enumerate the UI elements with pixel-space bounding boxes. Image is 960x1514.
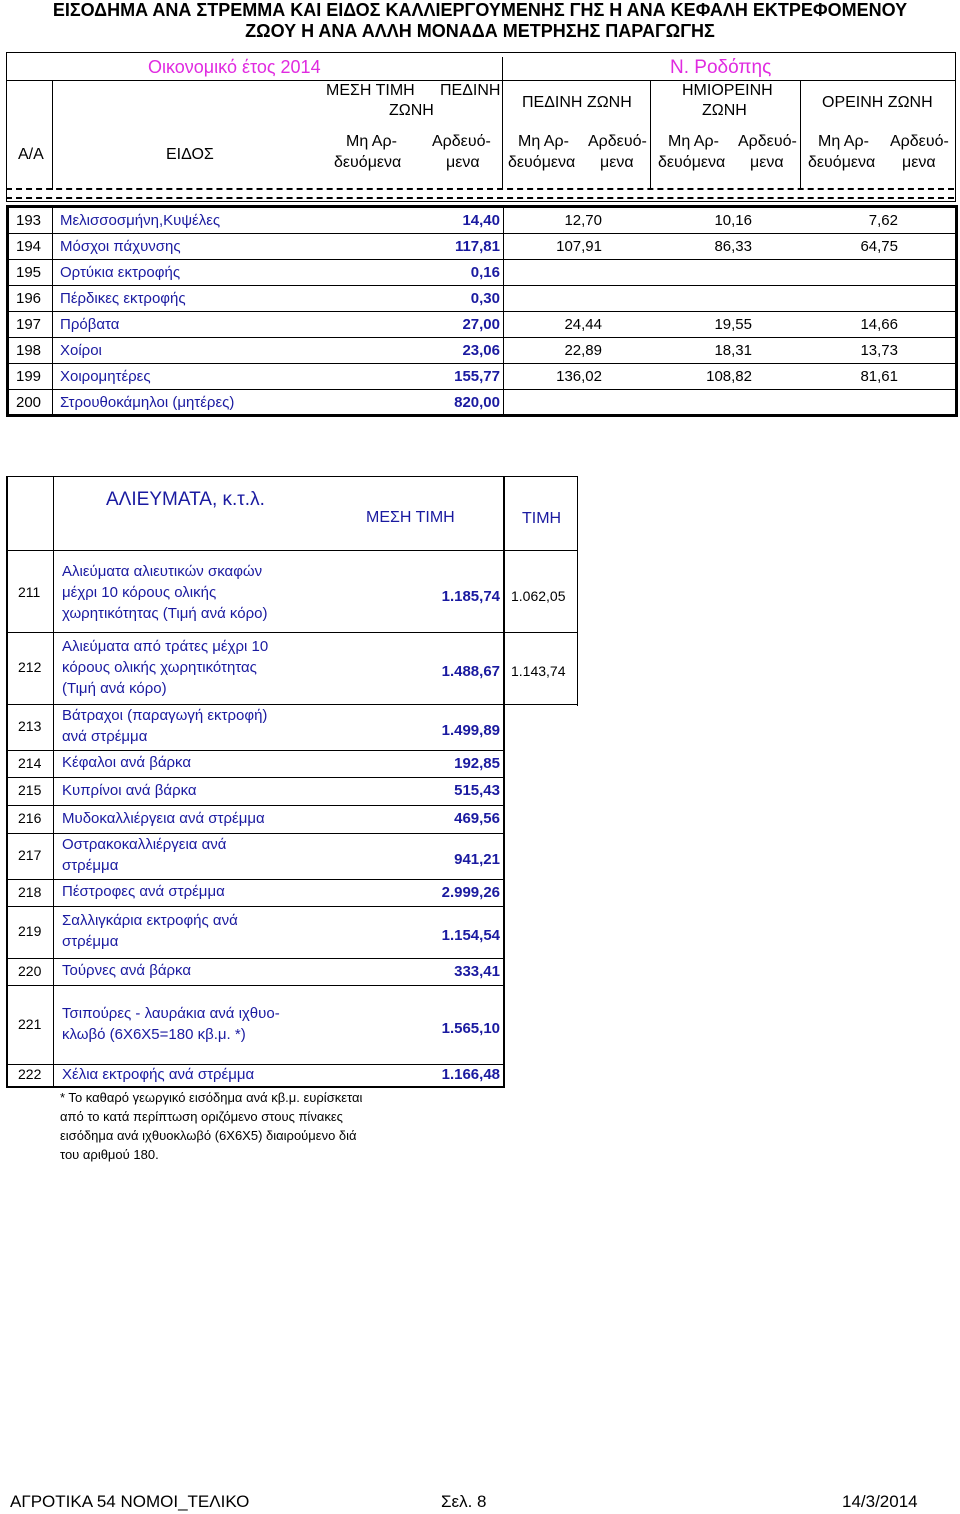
t2-left-border [6,476,8,1086]
footer-date: 14/3/2014 [842,1492,918,1511]
mesi-timi-header: ΜΕΣΗ ΤΙΜΗ [326,82,415,99]
t1-row-line [8,259,956,260]
table1-row-aa: 195 [16,264,42,281]
table2-row-mesi-timi: 1.166,48 [441,1066,500,1083]
table2-row-aa: 220 [18,962,42,979]
sub-ardeuomena: μενα [446,154,480,171]
table2-row-eidos-line: στρέμμα [62,933,119,950]
table1-row-oreini: 7,62 [868,212,898,229]
pedini-header-a: ΠΕΔΙΝΗ [440,82,501,99]
t1-row-line [8,363,956,364]
table2-row-mesi-timi: 469,56 [454,810,500,827]
sub-ardeuomena: Αρδευό- [738,133,797,150]
table1-row-aa: 197 [16,316,42,333]
t2-row-line [6,985,505,986]
sub-mi-ardeuomena: δευόμενα [508,154,576,171]
sub-ardeuomena: Αρδευό- [588,133,647,150]
table2-row-timi: 1.143,74 [511,663,566,679]
table1-row-imioreini: 86,33 [714,238,752,255]
oreini-zoni-header: ΟΡΕΙΝΗ ΖΩΝΗ [822,94,933,111]
table2-row-eidos-line: Τσιπούρες - λαυράκια ανά ιχθυο- [62,1004,280,1022]
t2-row-line [6,1086,505,1088]
sub-ardeuomena: Αρδευό- [432,133,491,150]
table2-row-mesi-timi: 1.154,54 [441,927,500,944]
section2-title: ΑΛΙΕΥΜΑΤΑ, κ.τ.λ. [106,489,265,510]
table2-row-eidos-line: Χέλια εκτροφής ανά στρέμμα [62,1065,255,1083]
table1-row-eidos: Μόσχοι πάχυνσης [60,238,181,255]
section2-col-timi: ΤΙΜΗ [522,510,562,527]
sub-ardeuomena: μενα [750,154,784,171]
header-separator [6,188,954,190]
t2-row-line [6,777,505,778]
table1-row-mesi-timi: 27,00 [462,316,500,333]
table2-row-mesi-timi: 333,41 [454,962,500,980]
table1-row-mesi-timi: 0,16 [470,264,500,281]
hdr-divider [6,80,956,81]
sub-ardeuomena: μενα [902,154,936,171]
t2-row-line [6,704,578,705]
table2-row-timi: 1.062,05 [511,588,566,604]
t2-header-line [6,550,578,551]
table2-row-eidos-line: χωρητικότητας (Τιμή ανά κόρο) [62,604,268,622]
sub-mi-ardeuomena: δευόμενα [658,154,726,171]
table1-row-imioreini: 18,31 [714,342,752,359]
table2-row-mesi-timi: 2.999,26 [441,883,500,901]
hdr-divider [502,57,503,190]
imioreini-header: ΗΜΙΟΡΕΙΝΗ [682,82,773,99]
table1-row-eidos: Χοίροι [60,342,102,359]
table1-row-pedini: 22,89 [564,342,602,359]
table2-row-eidos-line: Κυπρίνοι ανά βάρκα [62,781,197,799]
table1-row-aa: 200 [16,394,42,411]
table1-row-oreini: 14,66 [860,316,898,333]
table2-row-eidos-line: κλωβό (6Χ6Χ5=180 κβ.μ. *) [62,1025,246,1043]
table2-row-eidos-line: στρέμμα [62,857,119,874]
table1-row-aa: 196 [16,290,42,307]
table2-row-aa: 222 [18,1066,42,1082]
table2-row-mesi-timi: 1.499,89 [441,722,500,739]
footer-filename: ΑΓΡΟΤΙΚΑ 54 ΝΟΜΟΙ_ΤΕΛΙΚΟ [10,1492,250,1511]
table2-row-aa: 221 [18,1015,42,1032]
table2-row-eidos-line: Αλιεύματα από τράτες μέχρι 10 [62,637,269,655]
t2-col-divider [503,476,505,1086]
sub-mi-ardeuomena: Μη Αρ- [518,133,569,150]
table2-row-aa: 219 [18,923,42,939]
table2-row-eidos-line: ανά στρέμμα [62,728,148,745]
table1-row-imioreini: 19,55 [714,316,752,333]
col-eidos-header: ΕΙΔΟΣ [166,146,214,163]
table1-row-imioreini: 10,16 [714,212,752,229]
sub-mi-ardeuomena: δευόμενα [808,154,876,171]
table2-row-eidos-line: Πέστροφες ανά στρέμμα [62,883,225,900]
table2-row-mesi-timi: 515,43 [454,782,500,799]
sub-mi-ardeuomena: Μη Αρ- [818,133,869,150]
table1-row-eidos: Ορτύκια εκτροφής [60,264,181,281]
table1-row-oreini: 13,73 [860,342,898,359]
sub-mi-ardeuomena: Μη Αρ- [346,133,397,150]
t2-col-divider [53,476,54,1086]
table2-row-eidos-line: Οστρακοκαλλιέργεια ανά [62,836,227,853]
table2-row-eidos-line: Αλιεύματα αλιευτικών σκαφών [62,562,263,580]
table2-row-eidos-line: Κέφαλοι ανά βάρκα [62,754,192,771]
footer-page: Σελ. 8 [441,1492,487,1511]
header-separator [6,197,954,199]
table1-row-eidos: Πέρδικες εκτροφής [60,290,186,307]
t1-row-line [8,311,956,312]
t2-row-line [6,906,505,907]
t2-row-line [6,958,505,959]
t2-header-line [6,476,578,477]
table1-row-eidos: Πρόβατα [60,316,120,333]
table2-row-mesi-timi: 941,21 [454,851,500,868]
sub-ardeuomena: Αρδευό- [890,133,949,150]
table1-row-eidos: Μελισσοσμήνη,Κυψέλες [60,212,221,229]
table1-row-pedini: 107,91 [556,238,602,255]
table2-row-aa: 212 [18,659,42,675]
table1-row-mesi-timi: 117,81 [454,238,500,255]
table2-row-eidos-line: Μυδοκαλλιέργεια ανά στρέμμα [62,809,265,827]
table1-row-eidos: Χοιρομητέρες [60,368,151,385]
table2-row-mesi-timi: 1.565,10 [441,1019,500,1037]
table2-row-aa: 214 [18,754,42,771]
title-line-1: ΕΙΣΟΔΗΜΑ ΑΝΑ ΣΤΡΕΜΜΑ ΚΑΙ ΕΙΔΟΣ ΚΑΛΛΙΕΡΓΟΥΜΕΝΗΣ ΓΗΣ Η ΑΝΑ ΚΕΦΑΛΗ ΕΚΤΡΕΦΟΜΕΝΟΥ [52,0,908,20]
table1-row-mesi-timi: 14,40 [462,212,500,229]
table1-row-aa: 194 [16,238,42,255]
table1-row-mesi-timi: 0,30 [470,290,500,307]
table1-row-oreini: 81,61 [860,368,898,385]
table2-row-aa: 218 [18,883,42,900]
col-aa-header: Α/Α [18,146,44,163]
t1-row-line [8,285,956,286]
table2-row-aa: 217 [18,847,42,863]
t2-row-line [6,750,505,751]
table2-row-aa: 215 [18,782,42,798]
table1-row-mesi-timi: 155,77 [454,368,500,385]
table2-row-eidos-line: μέχρι 10 κόρους ολικής [62,583,217,601]
table2-row-eidos-line: Βάτραχοι (παραγωγή εκτροφή) [62,707,268,724]
t2-col-divider [577,476,578,706]
t2-row-line [6,879,505,880]
footnote-line: του αριθμού 180. [60,1147,159,1162]
table2-row-eidos-line: (Τιμή ανά κόρο) [62,679,167,697]
table1-row-oreini: 64,75 [860,238,898,255]
fiscal-year: Οικονομικό έτος 2014 [148,57,321,77]
prefecture-name: Ν. Ροδόπης [670,57,772,78]
hdr-divider [650,80,651,190]
table2-row-mesi-timi: 192,85 [454,754,500,772]
footnote-line: από το κατά περίπτωση οριζόμενο στους πίνακες [60,1109,343,1124]
table1-row-eidos: Στρουθοκάμηλοι (μητέρες) [60,394,235,411]
table2-row-eidos-line: κόρους ολικής χωρητικότητας [62,658,257,676]
table1-row-pedini: 24,44 [564,316,602,333]
hdr-divider [52,80,53,190]
t2-row-line [6,833,505,834]
table1-row-mesi-timi: 820,00 [454,394,500,411]
zoni-header-a: ΖΩΝΗ [389,102,434,119]
table2-row-eidos-line: Τούρνες ανά βάρκα [62,962,192,979]
table2-row-aa: 216 [18,810,42,826]
imioreini-zoni-header: ΖΩΝΗ [702,102,747,119]
table2-row-aa: 211 [18,584,41,600]
table1-row-aa: 199 [16,368,42,385]
title-line-2: ΖΩΟΥ Η ΑΝΑ ΑΛΛΗ ΜΟΝΑΔΑ ΜΕΤΡΗΣΗΣ ΠΑΡΑΓΩΓΗΣ [245,21,715,41]
table2-row-mesi-timi: 1.185,74 [441,588,500,605]
sub-mi-ardeuomena: δευόμενα [334,154,402,171]
table1-row-aa: 198 [16,342,42,359]
table2-row-mesi-timi: 1.488,67 [441,663,500,680]
t2-row-line [6,805,505,806]
sub-mi-ardeuomena: Μη Αρ- [668,133,719,150]
t1-row-line [8,389,956,390]
t2-row-line [6,632,578,633]
footnote-line: * Το καθαρό γεωργικό εισόδημα ανά κβ.μ. ευρίσκεται [60,1090,363,1105]
section2-col-mesi: ΜΕΣΗ ΤΙΜΗ [366,509,455,526]
table1-row-pedini: 12,70 [564,212,602,229]
pedini-zoni-header: ΠΕΔΙΝΗ ΖΩΝΗ [522,94,632,111]
t1-row-line [8,337,956,338]
table1-row-pedini: 136,02 [556,368,602,385]
document-title [0,0,960,42]
t1-row-line [8,233,956,234]
table1-row-imioreini: 108,82 [706,368,752,385]
sub-ardeuomena: μενα [600,154,634,171]
table1-row-mesi-timi: 23,06 [462,342,500,359]
table1-row-aa: 193 [16,212,42,229]
hdr-divider [800,80,801,190]
footnote-line: εισόδημα ανά ιχθυοκλωβό (6Χ6Χ5) διαιρούμενο διά [60,1128,357,1143]
table2-row-aa: 213 [18,718,42,734]
table2-row-eidos-line: Σαλλιγκάρια εκτροφής ανά [62,912,238,929]
